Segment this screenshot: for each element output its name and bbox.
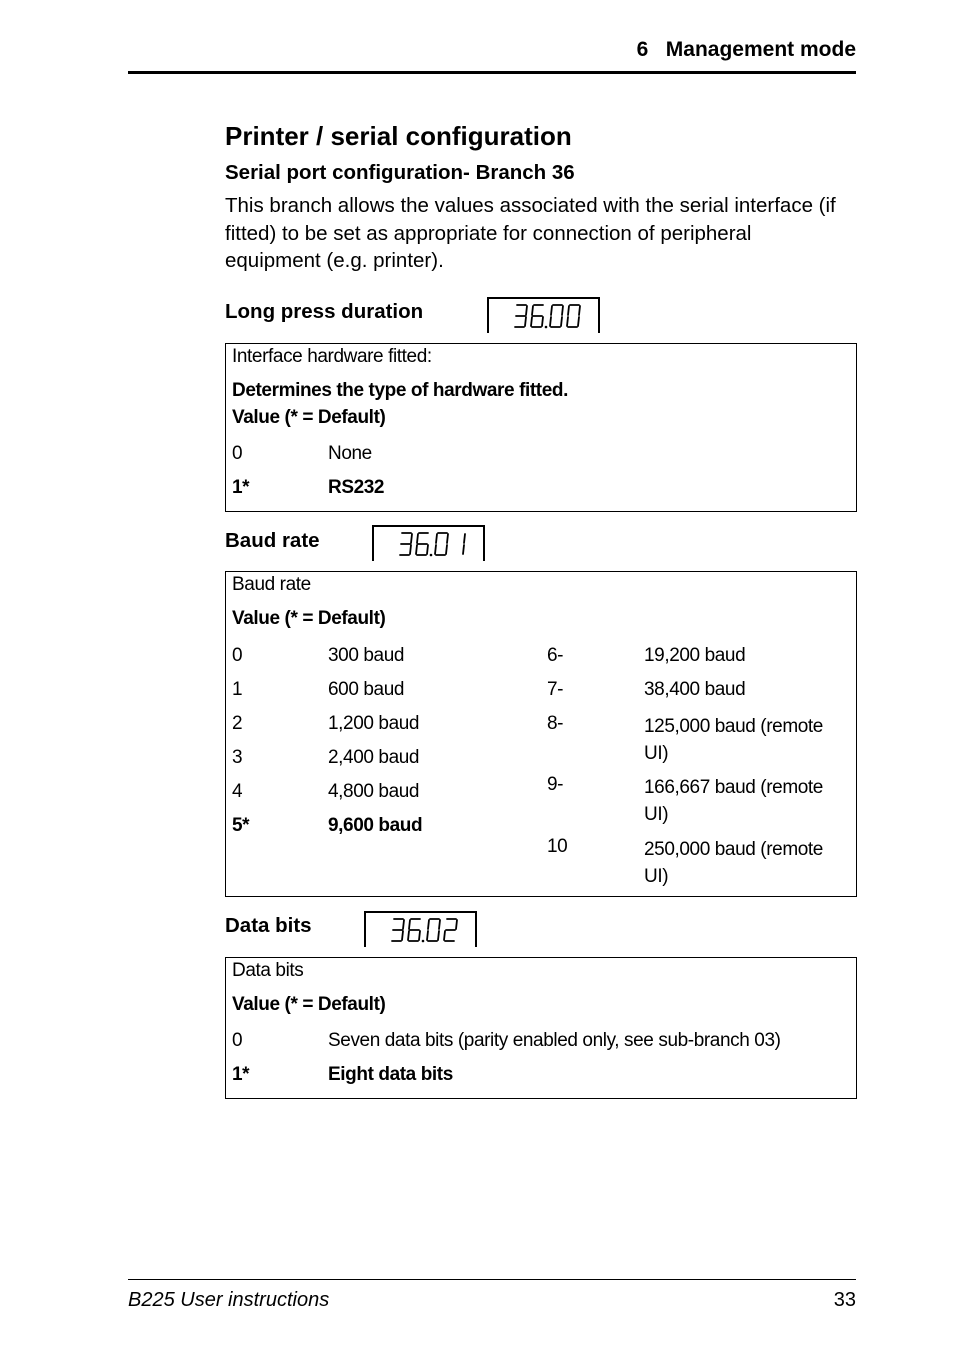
panel-title: Interface hardware fitted: <box>232 346 432 367</box>
page-number: 33 <box>833 1289 856 1311</box>
lcd-segment <box>578 317 579 326</box>
option-label: 38,400 baud <box>644 679 746 700</box>
lcd-decimal-point <box>422 940 425 943</box>
lcd-segment <box>562 306 563 315</box>
intro-paragraph: This branch allows the values associated with the serial interface (if fitted) to be set as appropriate for connection of peripheral equipment (e.g. printer). <box>225 194 836 272</box>
value-header: Value (* = Default) <box>232 407 386 428</box>
lcd-segment <box>568 306 569 315</box>
lcd-segment <box>416 545 417 554</box>
lcd-decimal-point <box>545 326 548 329</box>
lcd-segment <box>444 931 445 940</box>
option-label: 1,200 baud <box>328 713 420 734</box>
lcd-segment <box>561 317 562 326</box>
panel-title: Data bits <box>232 960 304 981</box>
lcd-segment <box>410 545 411 554</box>
page-title: Printer / serial configuration <box>225 121 572 151</box>
header-rule <box>128 71 856 74</box>
chapter-number: 6 <box>636 38 649 61</box>
lcd-segment <box>526 306 527 315</box>
option-label: 4,800 baud <box>328 781 420 802</box>
option-label-default: RS232 <box>328 477 385 498</box>
option-label: 2,400 baud <box>328 747 420 768</box>
option-value: 1 <box>232 679 243 700</box>
lcd-display-3602 <box>364 911 477 947</box>
lcd-segment <box>550 317 551 326</box>
footer-rule <box>128 1279 856 1280</box>
lcd-decimal-point <box>430 554 433 557</box>
option-label: 600 baud <box>328 679 405 700</box>
lcd-segment <box>525 317 526 326</box>
option-value: 0 <box>232 443 243 464</box>
chapter-title: Management mode <box>665 38 856 61</box>
lcd-segment <box>551 306 552 315</box>
lcd-segment <box>409 920 410 929</box>
lcd-display-3600 <box>487 297 600 333</box>
option-value: 4 <box>232 781 243 802</box>
option-label: 125,000 baud (remote UI) <box>644 716 823 764</box>
lcd-segment <box>456 920 457 929</box>
hardware-panel <box>225 343 857 512</box>
lcd-segment <box>411 534 412 543</box>
baud-rate-panel <box>225 571 857 897</box>
option-label-default: 9,600 baud <box>328 815 423 836</box>
lcd-segment <box>427 545 428 554</box>
lcd-segment <box>567 317 568 326</box>
lcd-segment <box>438 931 439 940</box>
option-value: 2 <box>232 713 243 734</box>
option-value-default: 5* <box>232 815 250 836</box>
lcd-segment <box>446 545 447 554</box>
option-value: 8- <box>547 713 564 734</box>
lcd-segment <box>427 931 428 940</box>
value-header: Value (* = Default) <box>232 994 386 1015</box>
lcd-segment <box>417 534 418 543</box>
option-value: 3 <box>232 747 243 768</box>
section-label-baud-rate: Baud rate <box>225 529 320 552</box>
option-value-default: 1* <box>232 1064 250 1085</box>
option-label: None <box>328 443 372 464</box>
option-value: 9- <box>547 774 564 795</box>
lcd-segment <box>436 534 437 543</box>
lcd-segment <box>542 317 543 326</box>
branch-subtitle: Serial port configuration- Branch 36 <box>225 161 575 184</box>
lcd-segment <box>428 920 429 929</box>
option-label: 166,667 baud (remote UI) <box>644 777 823 825</box>
section-label-data-bits: Data bits <box>225 914 312 937</box>
lcd-segment <box>408 931 409 940</box>
option-value: 7- <box>547 679 564 700</box>
panel-title: Baud rate <box>232 574 311 595</box>
data-bits-panel <box>225 957 857 1099</box>
lcd-segment <box>464 534 465 543</box>
option-label: 250,000 baud (remote UI) <box>644 839 823 887</box>
option-label: 19,200 baud <box>644 645 746 666</box>
section-label-long-press: Long press duration <box>225 300 424 323</box>
lcd-segment <box>419 931 420 940</box>
option-label-default: Eight data bits <box>328 1064 453 1085</box>
running-header <box>637 38 856 62</box>
lcd-segment <box>435 545 436 554</box>
lcd-segment <box>403 920 404 929</box>
lcd-display-3601 <box>372 525 485 561</box>
option-value: 0 <box>232 645 243 666</box>
option-value: 0 <box>232 1030 243 1051</box>
lcd-segment <box>531 317 532 326</box>
option-value-default: 1* <box>232 477 250 498</box>
lcd-segment <box>402 931 403 940</box>
option-value: 6- <box>547 645 564 666</box>
lcd-segment <box>579 306 580 315</box>
option-value: 10 <box>547 836 568 857</box>
lcd-segment <box>447 534 448 543</box>
option-label: Seven data bits (parity enabled only, see sub-branch 03) <box>328 1030 781 1051</box>
panel-description: Determines the type of hardware fitted. <box>232 380 568 401</box>
lcd-segment <box>532 306 533 315</box>
lcd-segment <box>439 920 440 929</box>
lcd-segment <box>463 545 464 554</box>
option-label: 300 baud <box>328 645 405 666</box>
value-header: Value (* = Default) <box>232 608 386 629</box>
footer-document-name: B225 User instructions <box>128 1289 330 1311</box>
